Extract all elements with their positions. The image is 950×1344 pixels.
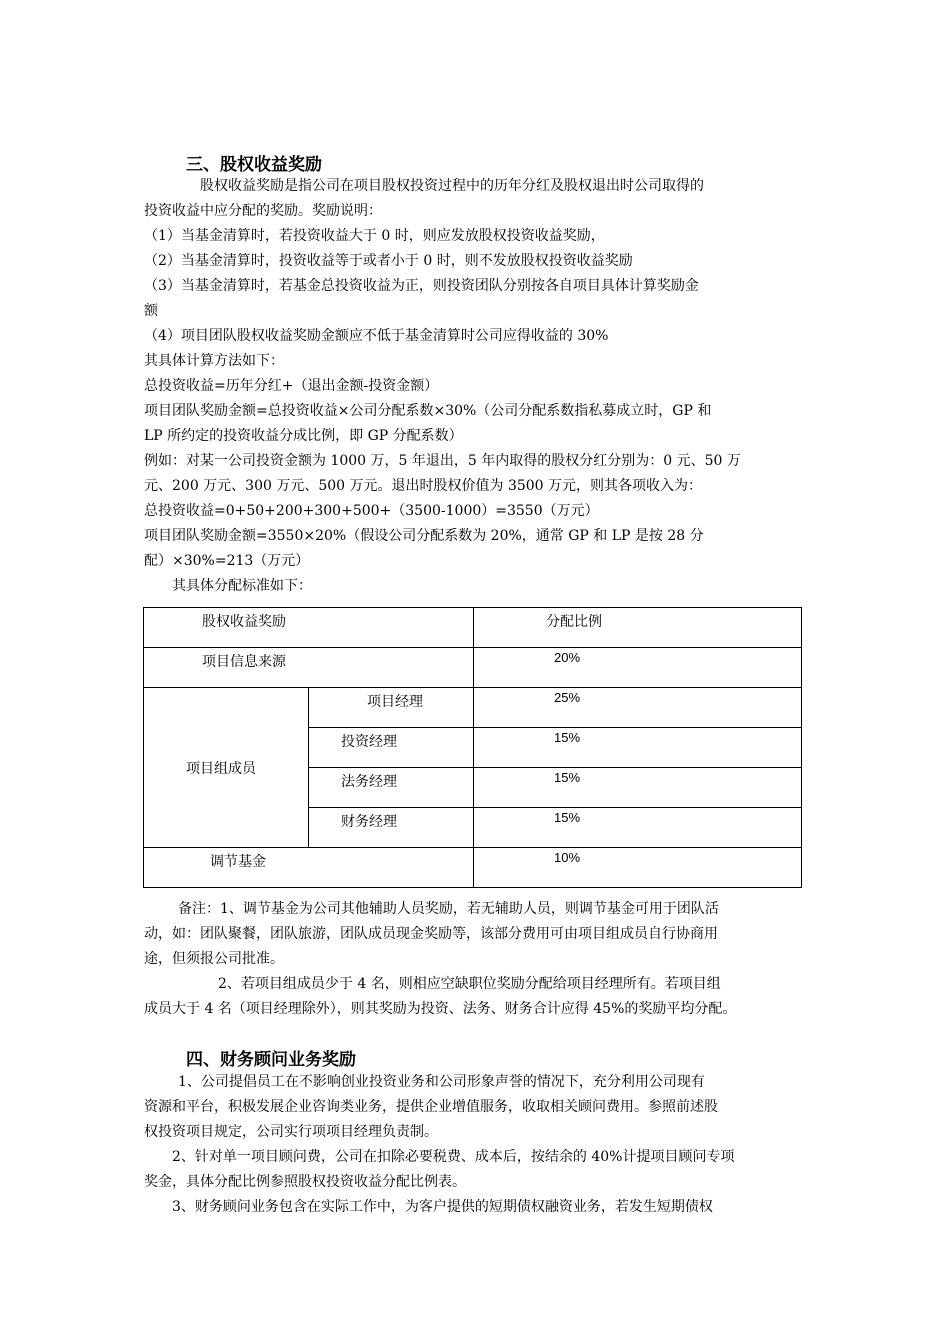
table-cell xyxy=(474,728,802,768)
note-line: 动，如：团队聚餐，团队旅游，团队成员现金奖励等，该部分费用可由项目组成员自行协商用 xyxy=(144,926,718,942)
table-row xyxy=(144,848,802,888)
paragraph-line: 项目团队奖励金额=总投资收益×公司分配系数×30%（公司分配系数指私募成立时，GP 和 xyxy=(144,403,712,419)
note-line: 2、若项目组成员少于 4 名，则相应空缺职位奖励分配给项目经理所有。若项目组 xyxy=(218,976,721,992)
paragraph-line: 元、200 万元、300 万元、500 万元。退出时股权价值为 3500 万元，则其各项收入为： xyxy=(144,478,703,494)
table-cell xyxy=(144,648,474,688)
section-3-heading: 三、股权收益奖励 xyxy=(186,155,322,175)
paragraph-line: 其具体分配标准如下： xyxy=(172,578,312,594)
member-pct: 15% xyxy=(554,810,581,825)
note-line: 成员大于 4 名（项目经理除外），则其奖励为投资、法务、财务合计应得 45%的奖励平均分配。 xyxy=(144,1001,737,1017)
paragraph-line: 配）×30%=213（万元） xyxy=(144,553,310,569)
paragraph-line: 奖金，具体分配比例参照股权投资收益分配比例表。 xyxy=(144,1174,466,1190)
paragraph-line: （3）当基金清算时，若基金总投资收益为正，则投资团队分别按各自项目具体计算奖励金 xyxy=(144,278,699,294)
member-pct: 15% xyxy=(554,730,581,745)
table-cell xyxy=(144,688,309,848)
paragraph-line: 例如：对某一公司投资金额为 1000 万，5 年退出，5 年内取得的股权分红分别为：0 元、50 万 xyxy=(144,453,741,469)
table-cell xyxy=(144,608,474,648)
note-line: 途，但须报公司批准。 xyxy=(144,951,284,967)
table-cell xyxy=(474,608,802,648)
paragraph-line: 总投资收益=历年分红+（退出金额-投资金额） xyxy=(144,378,439,394)
table-cell xyxy=(474,688,802,728)
paragraph-line: 项目团队奖励金额=3550×20%（假设公司分配系数为 20%，通常 GP 和 LP 是按 28 分 xyxy=(144,528,704,544)
header-left: 股权收益奖励 xyxy=(202,614,286,630)
table-cell xyxy=(474,768,802,808)
table-cell xyxy=(309,768,474,808)
paragraph-line: LP 所约定的投资收益分成比例，即 GP 分配系数） xyxy=(144,428,463,444)
section-4-heading: 四、财务顾问业务奖励 xyxy=(186,1050,356,1070)
paragraph-line: 1、公司提倡员工在不影响创业投资业务和公司形象声誉的情况下，充分利用公司现有 xyxy=(178,1074,705,1090)
member-role: 项目经理 xyxy=(367,694,423,710)
table-cell xyxy=(309,728,474,768)
note-line: 备注：1、调节基金为公司其他辅助人员奖励，若无辅助人员，则调节基金可用于团队活 xyxy=(178,901,719,917)
fund-pct: 10% xyxy=(554,850,581,865)
table-cell xyxy=(144,848,474,888)
member-pct: 25% xyxy=(554,690,581,705)
distribution-table xyxy=(143,607,802,888)
table-cell xyxy=(474,848,802,888)
table-cell xyxy=(474,648,802,688)
table-cell xyxy=(474,808,802,848)
table-cell xyxy=(309,688,474,728)
member-role: 投资经理 xyxy=(341,734,397,750)
table-header-row xyxy=(144,608,802,648)
table-cell xyxy=(309,808,474,848)
paragraph-line: 资源和平台，积极发展企业咨询类业务，提供企业增值服务，收取相关顾问费用。参照前述股 xyxy=(144,1099,718,1115)
fund-label: 调节基金 xyxy=(210,854,266,870)
member-pct: 15% xyxy=(554,770,581,785)
paragraph-line: 2、针对单一项目顾问费，公司在扣除必要税费、成本后，按结余的 40%计提项目顾问专项 xyxy=(172,1149,735,1165)
paragraph-line: （1）当基金清算时，若投资收益大于 0 时，则应发放股权投资收益奖励， xyxy=(144,228,605,244)
paragraph-line: 股权收益奖励是指公司在项目股权投资过程中的历年分红及股权退出时公司取得的 xyxy=(200,178,704,194)
member-role: 法务经理 xyxy=(341,774,397,790)
group-label: 项目组成员 xyxy=(186,760,256,777)
paragraph-line: （2）当基金清算时，投资收益等于或者小于 0 时，则不发放股权投资收益奖励 xyxy=(144,253,633,269)
paragraph-line: 其具体计算方法如下： xyxy=(144,353,284,369)
paragraph-line: （4）项目团队股权收益奖励金额应不低于基金清算时公司应得收益的 30% xyxy=(144,328,609,344)
member-role: 财务经理 xyxy=(341,814,397,830)
table-row xyxy=(144,688,802,728)
paragraph-line: 额 xyxy=(144,303,158,319)
source-pct: 20% xyxy=(554,650,581,665)
paragraph-line: 投资收益中应分配的奖励。奖励说明： xyxy=(144,203,382,219)
paragraph-line: 权投资项目规定，公司实行项项目经理负责制。 xyxy=(144,1124,438,1140)
header-right: 分配比例 xyxy=(546,614,602,630)
paragraph-line: 总投资收益=0+50+200+300+500+（3500-1000）=3550（万元） xyxy=(144,503,599,519)
source-label: 项目信息来源 xyxy=(202,654,286,670)
paragraph-line: 3、财务顾问业务包含在实际工作中，为客户提供的短期债权融资业务，若发生短期债权 xyxy=(172,1199,713,1215)
table-row xyxy=(144,648,802,688)
